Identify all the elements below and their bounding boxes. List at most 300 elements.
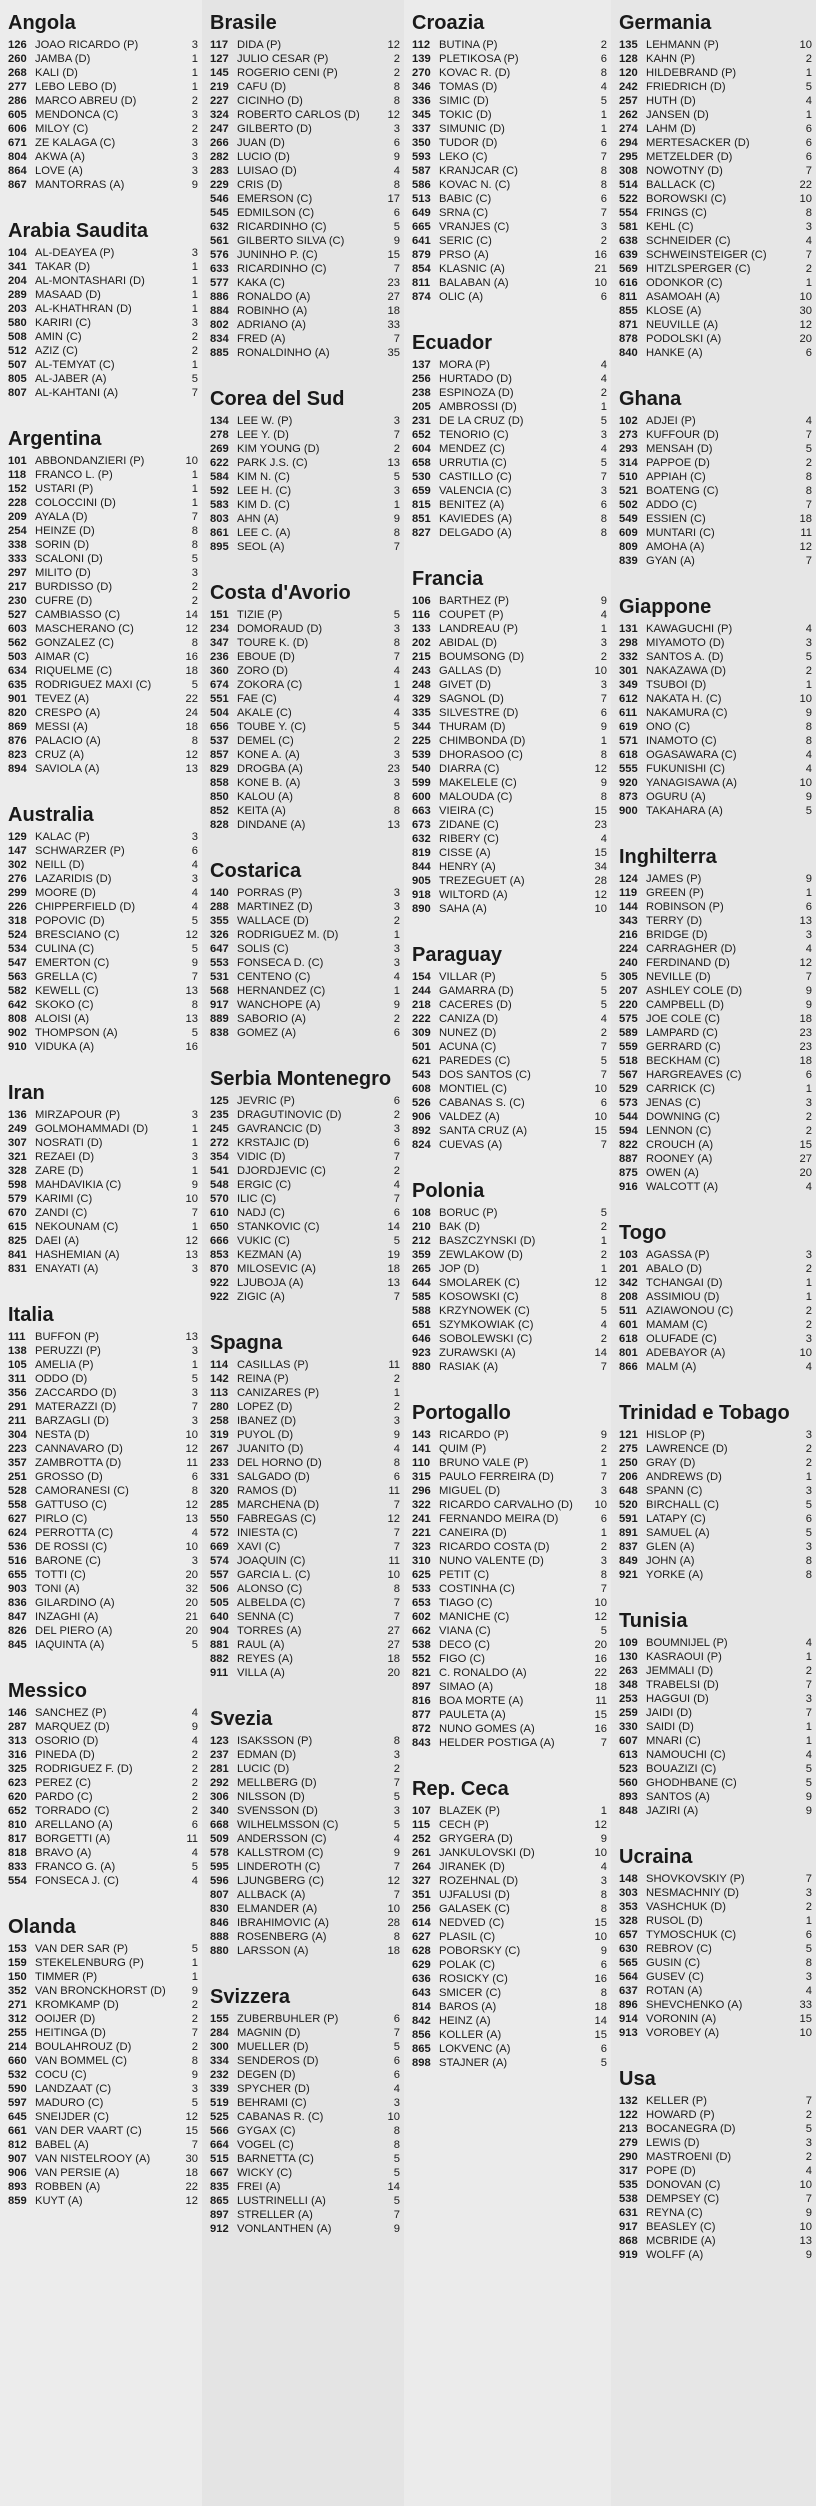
player-row <box>619 942 812 956</box>
player-number: 611 <box>619 707 638 719</box>
team-name: Australia <box>8 804 94 826</box>
player-row <box>210 956 400 970</box>
player-row <box>412 1694 607 1708</box>
player-value: 24 <box>185 707 198 719</box>
player-number: 861 <box>210 527 229 539</box>
player-value: 8 <box>393 1583 400 1595</box>
player-row <box>210 220 400 234</box>
player-value: 15 <box>594 1709 607 1721</box>
player-value: 2 <box>191 331 198 343</box>
player-number: 633 <box>210 263 229 275</box>
player-row <box>8 38 198 52</box>
player-name: RONALDINHO (A) <box>237 347 330 359</box>
player-value: 7 <box>805 2095 812 2107</box>
player-row <box>619 804 812 818</box>
player-row <box>210 1610 400 1624</box>
player-number: 657 <box>619 1929 638 1941</box>
player-number: 304 <box>8 1429 27 1441</box>
player-number: 604 <box>412 443 431 455</box>
player-row <box>619 1470 812 1484</box>
player-row <box>619 886 812 900</box>
player-number: 643 <box>412 1987 431 1999</box>
player-name: SHEVCHENKO (A) <box>646 1999 743 2011</box>
player-name: SNEIJDER (C) <box>35 2111 109 2123</box>
player-number: 324 <box>210 109 229 121</box>
player-number: 811 <box>619 291 638 303</box>
player-name: KONE B. (A) <box>237 777 301 789</box>
player-row <box>210 318 400 332</box>
player-row <box>412 1944 607 1958</box>
player-row <box>619 1970 812 1984</box>
player-row <box>210 1776 400 1790</box>
player-value: 27 <box>387 1625 400 1637</box>
player-value: 2 <box>805 457 812 469</box>
player-row <box>210 928 400 942</box>
player-name: NEDVED (C) <box>439 1917 505 1929</box>
player-row <box>210 804 400 818</box>
player-number: 850 <box>210 791 229 803</box>
player-row <box>8 1040 198 1054</box>
player-name: KOVAC N. (C) <box>439 179 511 191</box>
player-number: 826 <box>8 1625 27 1637</box>
player-row <box>619 622 812 636</box>
player-row <box>412 1986 607 2000</box>
player-row <box>8 302 198 316</box>
player-row <box>412 594 607 608</box>
player-name: XAVI (C) <box>237 1541 281 1553</box>
player-value: 9 <box>805 999 812 1011</box>
player-name: MIYAMOTO (D) <box>646 637 725 649</box>
player-value: 6 <box>393 1137 400 1149</box>
player-name: MOORE (D) <box>35 887 96 899</box>
player-row <box>8 1762 198 1776</box>
player-number: 360 <box>210 665 229 677</box>
player-value: 1 <box>191 1957 198 1969</box>
player-row <box>8 1818 198 1832</box>
player-row <box>412 1110 607 1124</box>
player-name: OGASAWARA (C) <box>646 749 737 761</box>
player-row <box>8 650 198 664</box>
player-value: 33 <box>387 319 400 331</box>
player-number: 825 <box>8 1235 27 1247</box>
player-value: 6 <box>805 137 812 149</box>
player-number: 247 <box>210 123 229 135</box>
team-section <box>619 594 812 818</box>
player-number: 637 <box>619 1985 638 1997</box>
player-value: 2 <box>393 1109 400 1121</box>
player-row <box>412 998 607 1012</box>
player-name: WANCHOPE (A) <box>237 999 321 1011</box>
player-number: 903 <box>8 1583 27 1595</box>
player-number: 289 <box>8 289 27 301</box>
player-value: 11 <box>595 1695 607 1707</box>
player-name: GYGAX (C) <box>237 2125 296 2137</box>
player-row <box>619 304 812 318</box>
player-number: 153 <box>8 1943 27 1955</box>
player-number: 562 <box>8 637 27 649</box>
player-row <box>8 900 198 914</box>
player-name: MADURO (C) <box>35 2097 104 2109</box>
player-number: 141 <box>412 1443 431 1455</box>
team-name: Argentina <box>8 428 102 450</box>
player-row <box>210 1846 400 1860</box>
player-number: 648 <box>619 1485 638 1497</box>
player-value: 4 <box>393 1833 400 1845</box>
player-number: 644 <box>412 1277 431 1289</box>
player-value: 3 <box>805 1485 812 1497</box>
player-row <box>412 1860 607 1874</box>
player-row <box>8 80 198 94</box>
player-value: 10 <box>799 291 812 303</box>
player-value: 20 <box>799 1167 812 1179</box>
player-value: 7 <box>393 429 400 441</box>
player-number: 343 <box>619 915 638 927</box>
player-number: 570 <box>210 1193 229 1205</box>
player-name: SABORIO (A) <box>237 1013 306 1025</box>
player-row <box>8 748 198 762</box>
player-value: 33 <box>799 1999 812 2011</box>
player-row <box>210 1832 400 1846</box>
player-number: 105 <box>8 1359 27 1371</box>
player-value: 3 <box>805 1097 812 1109</box>
player-number: 593 <box>412 151 431 163</box>
player-name: FERNANDO MEIRA (D) <box>439 1513 559 1525</box>
player-value: 6 <box>805 1929 812 1941</box>
player-value: 18 <box>387 1653 400 1665</box>
player-name: DROGBA (A) <box>237 763 303 775</box>
player-name: SOLIS (C) <box>237 943 289 955</box>
player-value: 3 <box>600 221 607 233</box>
player-value: 4 <box>191 1875 198 1887</box>
player-name: NESTA (D) <box>35 1429 90 1441</box>
player-value: 4 <box>393 707 400 719</box>
player-value: 12 <box>594 1277 607 1289</box>
player-row <box>210 122 400 136</box>
player-number: 203 <box>8 303 27 315</box>
player-value: 3 <box>393 623 400 635</box>
player-number: 506 <box>210 1583 229 1595</box>
team-section <box>8 1914 198 2208</box>
player-name: ABBONDANZIERI (P) <box>35 455 145 467</box>
player-name: BARTHEZ (P) <box>439 595 510 607</box>
team-section <box>8 10 198 192</box>
player-name: JUAN (D) <box>237 137 285 149</box>
player-row <box>8 706 198 720</box>
player-name: MAHDAVIKIA (C) <box>35 1179 122 1191</box>
player-number: 613 <box>619 1749 638 1761</box>
player-name: LEHMANN (P) <box>646 39 719 51</box>
player-row <box>210 1526 400 1540</box>
player-number: 143 <box>412 1429 431 1441</box>
player-row <box>412 2056 607 2070</box>
player-row <box>210 970 400 984</box>
player-row <box>210 1484 400 1498</box>
player-name: ISAKSSON (P) <box>237 1735 313 1747</box>
player-number: 815 <box>412 499 431 511</box>
player-value: 7 <box>393 333 400 345</box>
player-row <box>8 538 198 552</box>
player-name: NOWOTNY (D) <box>646 165 723 177</box>
player-number: 224 <box>619 943 638 955</box>
player-name: GATTUSO (C) <box>35 1499 107 1511</box>
player-row <box>412 66 607 80</box>
player-row <box>412 94 607 108</box>
player-name: JUANITO (D) <box>237 1443 304 1455</box>
player-number: 571 <box>619 735 638 747</box>
player-name: GROSSO (D) <box>35 1471 103 1483</box>
player-row <box>619 984 812 998</box>
player-name: ADRIANO (A) <box>237 319 306 331</box>
player-row <box>412 1540 607 1554</box>
player-row <box>619 1554 812 1568</box>
player-name: KARIRI (C) <box>35 317 91 329</box>
player-row <box>619 1276 812 1290</box>
player-value: 8 <box>393 179 400 191</box>
player-number: 108 <box>412 1207 431 1219</box>
player-number: 328 <box>619 1915 638 1927</box>
player-value: 2 <box>191 1999 198 2011</box>
player-value: 2 <box>393 1165 400 1177</box>
player-row <box>412 984 607 998</box>
player-value: 1 <box>600 1263 607 1275</box>
player-name: JANKULOVSKI (D) <box>439 1847 535 1859</box>
player-row <box>8 330 198 344</box>
player-value: 9 <box>805 985 812 997</box>
player-number: 914 <box>619 2013 638 2025</box>
player-name: REYNA (C) <box>646 2207 703 2219</box>
player-value: 5 <box>191 373 198 385</box>
player-name: MAMAM (C) <box>646 1319 708 1331</box>
player-name: SMOLAREK (C) <box>439 1277 520 1289</box>
player-name: BECKHAM (C) <box>646 1055 720 1067</box>
player-row <box>619 636 812 650</box>
player-row <box>619 150 812 164</box>
player-value: 12 <box>185 1235 198 1247</box>
player-number: 875 <box>619 1167 638 1179</box>
player-value: 5 <box>191 1943 198 1955</box>
player-value: 12 <box>185 623 198 635</box>
team-name: Paraguay <box>412 944 503 966</box>
player-name: AIMAR (C) <box>35 651 90 663</box>
player-value: 7 <box>393 1527 400 1539</box>
player-row <box>412 1638 607 1652</box>
player-value: 1 <box>805 109 812 121</box>
player-value: 3 <box>805 1971 812 1983</box>
player-value: 3 <box>805 1333 812 1345</box>
player-name: HANKE (A) <box>646 347 703 359</box>
player-name: NOSRATI (D) <box>35 1137 103 1149</box>
player-number: 856 <box>412 2029 431 2041</box>
player-name: JEVRIC (P) <box>237 1095 295 1107</box>
player-row <box>619 484 812 498</box>
player-number: 827 <box>412 527 431 539</box>
player-name: AMBROSSI (D) <box>439 401 517 413</box>
player-value: 2 <box>600 1221 607 1233</box>
player-name: MNARI (C) <box>646 1735 701 1747</box>
player-row <box>412 1026 607 1040</box>
player-row <box>210 1596 400 1610</box>
player-row <box>8 1610 198 1624</box>
player-row <box>619 234 812 248</box>
player-value: 35 <box>387 347 400 359</box>
player-value: 2 <box>393 1373 400 1385</box>
player-number: 871 <box>619 319 638 331</box>
player-value: 7 <box>600 1041 607 1053</box>
player-number: 356 <box>8 1387 27 1399</box>
player-number: 260 <box>8 53 27 65</box>
player-row <box>619 1152 812 1166</box>
player-number: 634 <box>8 665 27 677</box>
player-number: 302 <box>8 859 27 871</box>
player-value: 5 <box>600 457 607 469</box>
player-name: JANSEN (D) <box>646 109 709 121</box>
player-name: LUSTRINELLI (A) <box>237 2195 326 2207</box>
player-row <box>8 1428 198 1442</box>
player-row <box>619 1914 812 1928</box>
player-number: 337 <box>412 123 431 135</box>
player-number: 220 <box>619 999 638 1011</box>
player-name: ALONSO (C) <box>237 1583 303 1595</box>
player-row <box>8 2096 198 2110</box>
player-row <box>8 886 198 900</box>
player-name: ILIC (C) <box>237 1193 277 1205</box>
player-number: 531 <box>210 971 229 983</box>
player-row <box>412 1248 607 1262</box>
player-row <box>8 2194 198 2208</box>
player-value: 5 <box>805 1527 812 1539</box>
player-row <box>412 1972 607 1986</box>
player-row <box>619 122 812 136</box>
player-number: 262 <box>619 109 638 121</box>
player-row <box>412 2014 607 2028</box>
player-number: 256 <box>412 373 431 385</box>
player-value: 9 <box>191 1721 198 1733</box>
player-value: 3 <box>191 165 198 177</box>
player-name: REZAEI (D) <box>35 1151 95 1163</box>
player-value: 7 <box>393 651 400 663</box>
player-number: 609 <box>619 527 638 539</box>
player-number: 920 <box>619 777 638 789</box>
player-name: KALLSTROM (C) <box>237 1847 324 1859</box>
player-number: 291 <box>8 1401 27 1413</box>
player-name: TIMMER (P) <box>35 1971 98 1983</box>
player-number: 509 <box>210 1833 229 1845</box>
player-value: 2 <box>600 1027 607 1039</box>
player-row <box>619 1068 812 1082</box>
player-number: 812 <box>8 2139 27 2151</box>
player-row <box>8 2040 198 2054</box>
player-value: 3 <box>393 957 400 969</box>
player-value: 14 <box>387 1221 400 1233</box>
player-row <box>412 498 607 512</box>
player-value: 5 <box>600 985 607 997</box>
player-number: 912 <box>210 2223 229 2235</box>
player-number: 814 <box>412 2001 431 2013</box>
player-number: 359 <box>412 1249 431 1261</box>
player-name: SHOVKOVSKIY (P) <box>646 1873 745 1885</box>
player-name: BLAZEK (P) <box>439 1805 500 1817</box>
player-name: KIM N. (C) <box>237 471 290 483</box>
player-row <box>412 1082 607 1096</box>
player-number: 536 <box>8 1541 27 1553</box>
player-value: 5 <box>805 1943 812 1955</box>
player-row <box>8 1192 198 1206</box>
player-name: REYES (A) <box>237 1653 293 1665</box>
player-number: 922 <box>210 1277 229 1289</box>
player-value: 4 <box>805 1637 812 1649</box>
player-number: 329 <box>412 693 431 705</box>
player-name: AL-JABER (A) <box>35 373 107 385</box>
player-name: NUNO VALENTE (D) <box>439 1555 544 1567</box>
player-number: 548 <box>210 1179 229 1191</box>
player-row <box>210 1540 400 1554</box>
player-number: 241 <box>412 1513 431 1525</box>
player-number: 592 <box>210 485 229 497</box>
player-number: 297 <box>8 567 27 579</box>
player-number: 865 <box>210 2195 229 2207</box>
player-number: 237 <box>210 1749 229 1761</box>
player-name: LANDREAU (P) <box>439 623 518 635</box>
player-name: MORA (P) <box>439 359 490 371</box>
player-name: BRESCIANO (C) <box>35 929 120 941</box>
player-row <box>619 1138 812 1152</box>
player-name: SAIDI (D) <box>646 1721 694 1733</box>
player-value: 23 <box>387 277 400 289</box>
player-value: 3 <box>393 485 400 497</box>
team-section <box>8 1080 198 1276</box>
player-number: 303 <box>619 1887 638 1899</box>
player-value: 4 <box>393 971 400 983</box>
player-name: JIRANEK (D) <box>439 1861 505 1873</box>
player-number: 268 <box>8 67 27 79</box>
player-number: 664 <box>210 2139 229 2151</box>
player-name: GRELLA (C) <box>35 971 98 983</box>
player-value: 23 <box>799 1041 812 1053</box>
player-number: 339 <box>210 2083 229 2095</box>
player-number: 824 <box>412 1139 431 1151</box>
player-value: 6 <box>805 123 812 135</box>
player-row <box>8 580 198 594</box>
player-name: AMOHA (A) <box>646 541 705 553</box>
player-row <box>619 1262 812 1276</box>
player-number: 645 <box>8 2111 27 2123</box>
player-number: 295 <box>619 151 638 163</box>
player-name: RAUL (A) <box>237 1639 285 1651</box>
player-name: BARNETTA (C) <box>237 2153 314 2165</box>
player-row <box>619 1484 812 1498</box>
player-row <box>412 136 607 150</box>
player-value: 8 <box>805 485 812 497</box>
player-number: 244 <box>412 985 431 997</box>
player-row <box>8 178 198 192</box>
player-number: 338 <box>8 539 27 551</box>
player-number: 516 <box>8 1555 27 1567</box>
player-value: 3 <box>805 929 812 941</box>
player-row <box>412 2000 607 2014</box>
player-row <box>619 1054 812 1068</box>
player-row <box>412 1722 607 1736</box>
player-row <box>619 1318 812 1332</box>
player-name: POPE (D) <box>646 2165 696 2177</box>
player-row <box>210 692 400 706</box>
player-value: 1 <box>805 1471 812 1483</box>
player-number: 881 <box>210 1639 229 1651</box>
player-row <box>210 66 400 80</box>
player-number: 215 <box>412 651 431 663</box>
player-name: IBRAHIMOVIC (A) <box>237 1917 329 1929</box>
player-name: FAE (C) <box>237 693 277 705</box>
player-number: 248 <box>412 679 431 691</box>
